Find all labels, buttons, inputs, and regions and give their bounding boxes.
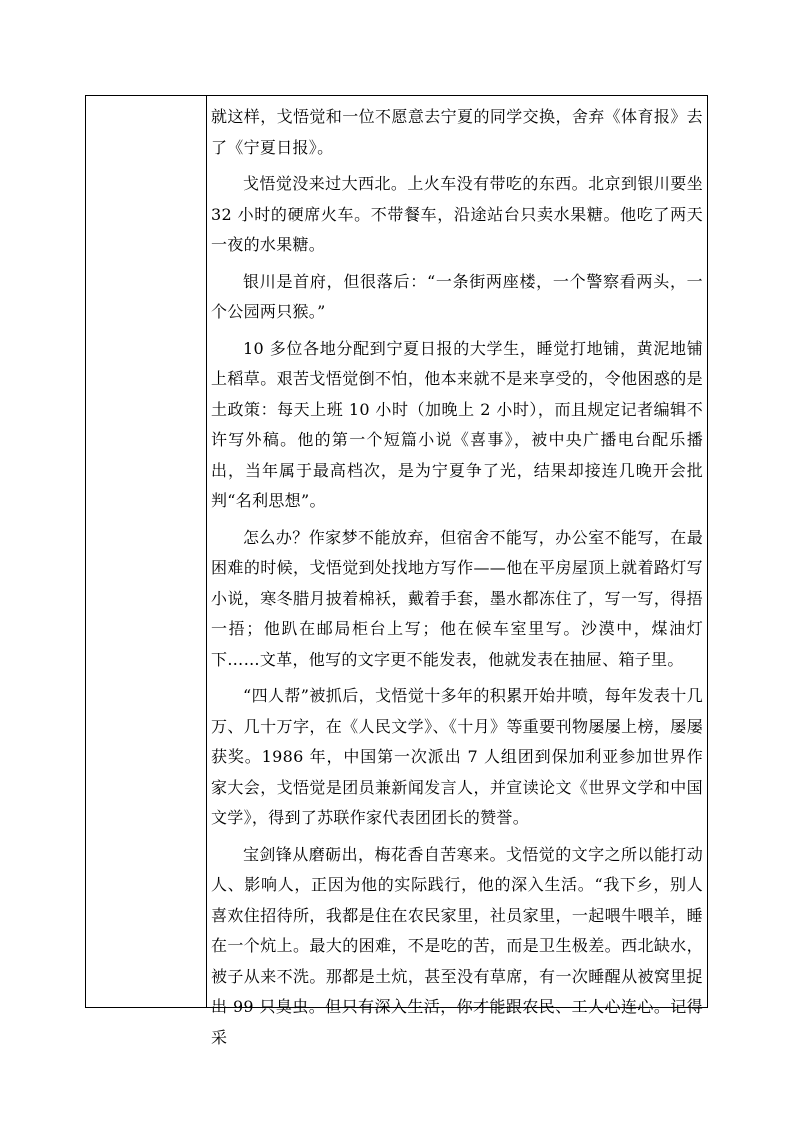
paragraph: 10 多位各地分配到宁夏日报的大学生，睡觉打地铺，黄泥地铺上稻草。艰苦戈悟觉倒不怕，他本来就不是来享受的，令他困惑的是土政策：每天上班 10 小时（加晚上 2 小时），而且规定记者编辑不许写外稿。他的第一个短篇小说《喜事》，被中央广播电台配乐播出，当年属于最高档次，是为宁夏争了光，结果却接连几晚开会批判“名利思想”。 <box>211 338 703 510</box>
document-table <box>85 95 708 1047</box>
table-left-cell <box>86 96 207 1007</box>
paragraph: 戈悟觉没来过大西北。上火车没有带吃的东西。北京到银川要坐 32 小时的硬席火车。不带餐车，沿途站台只卖水果糖。他吃了两天一夜的水果糖。 <box>211 174 703 254</box>
paragraph: 怎么办？作家梦不能放弃，但宿舍不能写，办公室不能写，在最困难的时候，戈悟觉到处找地方写作——他在平房屋顶上就着路灯写小说，寒冬腊月披着棉袄，戴着手套，墨水都冻住了，写一写，得捂一捂；他趴在邮局柜台上写；他在候车室里写。沙漠中，煤油灯下……文革，他写的文字更不能发表，他就发表在抽屉、箱子里。 <box>211 527 703 669</box>
paragraph: 就这样，戈悟觉和一位不愿意去宁夏的同学交换，舍弃《体育报》去了《宁夏日报》。 <box>211 107 703 157</box>
paragraph: 宝剑锋从磨砺出，梅花香自苦寒来。戈悟觉的文字之所以能打动人、影响人，正因为他的实际践行，他的深入生活。“我下乡，别人喜欢住招待所，我都是住在农民家里，社员家里，一起喂牛喂羊，睡在一个炕上。最大的困难，不是吃的苦，而是卫生极差。西北缺水，被子从来不洗。那都是土炕，甚至没有草席，有一次睡醒从被窝里捉出 99 只臭虫。但只有深入生活，你才能跟农民、工人心连心。记得采 <box>211 844 703 1047</box>
paragraph: “四人帮”被抓后，戈悟觉十多年的积累开始井喷，每年发表十几万、几十万字，在《人民文学》、《十月》等重要刊物屡屡上榜，屡屡获奖。1986 年，中国第一次派出 7 人组团到保加利亚参加世界作家大会，戈悟觉是团员兼新闻发言人，并宣读论文《世界文学和中国文学》，得到了苏联作家代表团团长的赞誉。 <box>211 686 703 827</box>
paragraph: 银川是首府，但很落后：“一条街两座楼，一个警察看两头，一个公园两只猴。” <box>211 271 703 321</box>
table-content-cell <box>207 96 707 1047</box>
